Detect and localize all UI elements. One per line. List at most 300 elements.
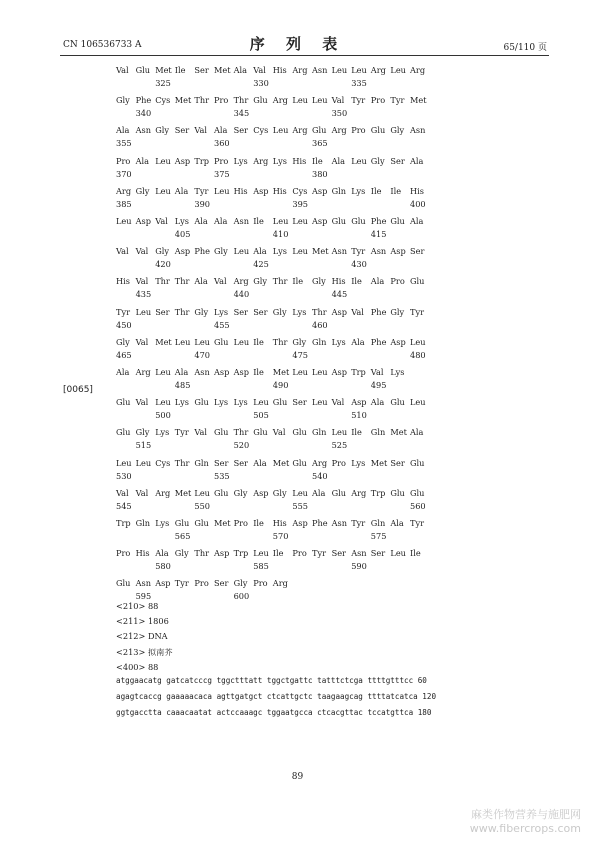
residue: Ile [253, 367, 264, 377]
residue: Ser [233, 306, 248, 317]
residue: Ile [174, 65, 186, 75]
residue: Lys [331, 336, 346, 347]
residue: Ala [135, 155, 150, 166]
patent-number: CN 106536733 A [63, 40, 142, 50]
residue: Glu [410, 457, 425, 468]
residue: Val [272, 427, 286, 438]
position-number: 595 [135, 591, 152, 602]
residue: Leu [312, 397, 328, 408]
residue: Ser [390, 155, 405, 166]
residue: Leu [135, 306, 152, 317]
position-number: 555 [292, 500, 309, 511]
residue: Ser [370, 548, 386, 559]
position-number: 365 [312, 138, 328, 149]
residue: Ala [410, 155, 424, 166]
residue: Asp [174, 155, 191, 166]
position-number: 590 [351, 561, 367, 572]
residue: Gly [390, 306, 405, 317]
residue: Glu [331, 487, 347, 498]
residue: Lys [214, 397, 229, 408]
position-number: 485 [174, 380, 191, 390]
residue: Leu [272, 125, 289, 136]
residue: Lys [155, 518, 170, 528]
residue: Ala [331, 155, 346, 166]
position-number: 450 [116, 319, 132, 330]
residue: Ala [370, 397, 385, 408]
residue: Trp [370, 487, 386, 498]
residue: Leu [312, 95, 328, 106]
residue: Trp [116, 518, 131, 528]
residue: Phe [370, 306, 387, 317]
position-number: 405 [174, 229, 191, 239]
residue: Gly [390, 125, 405, 136]
residue: Leu [292, 95, 308, 106]
residue: Asp [312, 185, 328, 196]
position-number: 455 [214, 319, 230, 330]
residue: Lys [272, 155, 287, 166]
residue: Ile [351, 276, 362, 287]
dna-line: atggaacatg gatcatcccg tggctttatt tggctgattc tatttctcga ttttgtttcc 60 [116, 676, 427, 685]
residue: Pro [351, 125, 366, 136]
residue: Ile [253, 336, 264, 347]
residue: Ala [194, 276, 208, 287]
residue: Ile [292, 276, 304, 287]
residue: Ser [410, 246, 425, 257]
position-number: 350 [331, 108, 348, 119]
residue: Met [272, 367, 290, 377]
residue: Glu [331, 216, 347, 226]
residue: Ala [312, 487, 326, 498]
residue: Val [214, 276, 227, 287]
residue: Val [135, 397, 149, 408]
residue: Cys [155, 457, 171, 468]
residue: Trp [351, 367, 366, 377]
residue: Phe [135, 95, 152, 106]
residue: Asp [135, 216, 151, 226]
residue: Gly [116, 95, 130, 106]
residue: Thr [194, 95, 210, 106]
page-number: 89 [291, 772, 304, 782]
residue: Tyr [351, 518, 366, 528]
residue: Asp [233, 367, 249, 377]
position-number: 520 [233, 440, 250, 451]
residue: Ser [174, 125, 190, 136]
residue: Val [135, 487, 149, 498]
residue: Leu [155, 397, 171, 408]
residue: Thr [312, 306, 327, 317]
position-number: 560 [410, 500, 426, 511]
residue: Lys [292, 306, 307, 317]
residue: Val [116, 65, 129, 75]
position-number: 370 [116, 168, 132, 179]
position-number: 575 [370, 531, 387, 541]
residue: Tyr [351, 246, 366, 257]
residue: Val [370, 367, 384, 377]
position-number: 550 [194, 500, 211, 511]
residue: Gln [135, 518, 151, 528]
position-number: 475 [292, 349, 309, 360]
position-number: 435 [135, 289, 152, 300]
residue: Glu [174, 518, 190, 528]
residue: Glu [390, 487, 405, 498]
residue: Ala [174, 367, 189, 377]
residue: Ala [155, 548, 169, 559]
residue: Tyr [116, 306, 131, 317]
residue: Leu [194, 336, 210, 347]
position-number: 500 [155, 410, 171, 421]
residue: Leu [155, 367, 171, 377]
residue: Leu [253, 397, 269, 408]
position-number: 390 [194, 198, 211, 209]
residue: Asp [390, 246, 406, 257]
residue: Ile [253, 518, 264, 528]
residue: Tyr [351, 95, 366, 106]
residue: Ser [292, 397, 307, 408]
position-number: 430 [351, 259, 367, 270]
residue: Glu [194, 397, 209, 408]
page-title: 序 列 表 [249, 35, 346, 53]
residue: Lys [174, 216, 189, 226]
header-divider [60, 55, 549, 56]
residue: Glu [116, 397, 131, 408]
residue: Asp [214, 548, 230, 559]
residue: Arg [331, 125, 347, 136]
residue: Ile [370, 185, 382, 196]
residue: Gly [214, 246, 228, 257]
residue: Arg [312, 457, 328, 468]
position-number: 525 [331, 440, 348, 451]
residue: Lys [214, 306, 229, 317]
residue: Met [410, 95, 427, 106]
residue: Ala [410, 427, 424, 438]
residue: Ala [370, 276, 385, 287]
residue: Asn [410, 125, 426, 136]
residue: Phe [312, 518, 328, 528]
residue: Pro [390, 276, 405, 287]
residue: Met [312, 246, 329, 257]
position-number: 410 [272, 229, 289, 239]
position-number: 400 [410, 198, 426, 209]
residue: Glu [390, 216, 405, 226]
residue: Glu [253, 427, 268, 438]
residue: Ala [253, 246, 267, 257]
position-number: 545 [116, 500, 132, 511]
residue: Cys [292, 185, 308, 196]
residue: Leu [135, 457, 152, 468]
position-number: 445 [331, 289, 348, 300]
residue: Met [370, 457, 388, 468]
residue: His [135, 548, 150, 559]
residue: Gly [116, 336, 130, 347]
residue: Ser [214, 457, 229, 468]
residue: Arg [253, 155, 269, 166]
residue: Glu [312, 125, 327, 136]
residue: Asp [253, 185, 269, 196]
residue: Asn [331, 246, 347, 257]
residue: Asn [312, 65, 328, 75]
residue: Tyr [174, 427, 189, 438]
position-number: 420 [155, 259, 171, 270]
residue: Gln [312, 427, 327, 438]
residue: Pro [233, 518, 248, 528]
residue: Thr [174, 457, 190, 468]
residue: Pro [214, 155, 229, 166]
residue: Ala [351, 336, 365, 347]
residue: Gly [155, 125, 169, 136]
residue: Asp [331, 367, 347, 377]
residue: Thr [174, 276, 190, 287]
residue: Thr [233, 95, 249, 106]
residue: His [272, 65, 287, 75]
residue: Tyr [174, 578, 189, 589]
residue: Glu [214, 487, 229, 498]
residue: Ala [214, 125, 228, 136]
residue: Asp [174, 246, 191, 257]
position-number: 540 [312, 470, 328, 481]
residue: Ser [390, 457, 405, 468]
residue: Ile [390, 185, 402, 196]
residue: His [272, 518, 287, 528]
residue: Arg [116, 185, 132, 196]
residue: Asn [194, 367, 210, 377]
position-number: 395 [292, 198, 309, 209]
position-number: 515 [135, 440, 152, 451]
residue: Ile [253, 216, 264, 226]
residue: His [116, 276, 130, 287]
residue: Met [174, 95, 192, 106]
residue: Leu [292, 367, 308, 377]
residue: Leu [351, 65, 367, 75]
residue: Leu [233, 246, 250, 257]
residue: Arg [272, 578, 288, 589]
residue: Met [155, 336, 172, 347]
residue: Glu [116, 427, 131, 438]
position-number: 415 [370, 229, 387, 239]
residue: Leu [410, 397, 426, 408]
residue: Leu [312, 367, 328, 377]
residue: Ser [253, 306, 268, 317]
residue: Glu [410, 276, 425, 287]
residue: His [233, 185, 248, 196]
residue: Ser [233, 125, 248, 136]
residue: Tyr [312, 548, 327, 559]
residue: Arg [233, 276, 249, 287]
residue: Ile [312, 155, 323, 166]
residue: Arg [370, 65, 386, 75]
position-number: 490 [272, 380, 289, 390]
residue: Tyr [410, 306, 425, 317]
residue: Thr [233, 427, 249, 438]
residue: Asp [214, 367, 230, 377]
position-number: 360 [214, 138, 230, 149]
residue: Asp [331, 306, 347, 317]
residue: Phe [370, 336, 387, 347]
residue: Ala [174, 185, 189, 196]
residue: Phe [370, 216, 387, 226]
position-number: 375 [214, 168, 230, 179]
residue: Gly [253, 276, 267, 287]
residue: Thr [272, 336, 288, 347]
residue: Gly [155, 246, 169, 257]
residue: Ile [351, 427, 362, 438]
residue: Asn [351, 548, 367, 559]
residue: Lys [233, 155, 248, 166]
residue: Lys [390, 367, 405, 377]
watermark [470, 808, 581, 836]
position-number: 510 [351, 410, 367, 421]
residue: Glu [214, 427, 229, 438]
residue: His [410, 185, 424, 196]
metadata-line: <210> 88 [116, 601, 159, 611]
residue: Met [214, 518, 231, 528]
residue: Leu [331, 427, 348, 438]
residue: Cys [155, 95, 171, 106]
residue: Asp [390, 336, 406, 347]
residue: Leu [155, 185, 171, 196]
residue: Gly [194, 306, 209, 317]
paragraph-label: [0065] [63, 385, 93, 395]
residue: Asp [155, 578, 171, 589]
residue: Thr [174, 306, 190, 317]
residue: Val [194, 427, 208, 438]
residue: Met [272, 457, 290, 468]
position-number: 480 [410, 349, 426, 360]
residue: Arg [135, 367, 151, 377]
residue: Ala [253, 457, 267, 468]
residue: Ser [194, 65, 209, 75]
residue: Leu [116, 216, 132, 226]
residue: Val [135, 336, 149, 347]
position-number: 535 [214, 470, 230, 481]
residue: Arg [292, 65, 308, 75]
residue: Leu [292, 487, 308, 498]
residue: Val [116, 487, 129, 498]
residue: Gly [233, 578, 248, 589]
residue: Val [331, 95, 345, 106]
residue: Glu [214, 336, 229, 347]
residue: Lys [155, 427, 170, 438]
residue: His [272, 185, 287, 196]
residue: Met [214, 65, 231, 75]
residue: Leu [292, 216, 308, 226]
residue: Glu [292, 427, 307, 438]
residue: Asp [292, 518, 308, 528]
page-of-count: 65/110 页 [503, 43, 547, 53]
residue: Leu [390, 65, 406, 75]
residue: Gln [331, 185, 347, 196]
residue: Lys [272, 246, 287, 257]
watermark-line: www.fibercrops.com [469, 822, 581, 835]
residue: Pro [116, 155, 131, 166]
residue: Leu [292, 246, 308, 257]
residue: Ala [116, 125, 130, 136]
residue: Pro [331, 457, 346, 468]
position-number: 440 [233, 289, 250, 300]
residue: Pro [253, 578, 268, 589]
residue: Val [331, 397, 345, 408]
position-number: 380 [312, 168, 328, 179]
residue: Leu [155, 155, 171, 166]
residue: Arg [155, 487, 171, 498]
residue: Leu [331, 65, 348, 75]
residue: Trp [233, 548, 249, 559]
residue: Ala [116, 367, 130, 377]
residue: Arg [410, 65, 426, 75]
residue: Gly [174, 548, 189, 559]
residue: Ser [155, 306, 170, 317]
residue: Asn [370, 246, 387, 257]
residue: Thr [155, 276, 170, 287]
residue: Glu [135, 65, 151, 75]
position-number: 585 [253, 561, 269, 572]
residue: Tyr [194, 185, 209, 196]
position-number: 330 [253, 78, 269, 88]
residue: Asn [331, 518, 347, 528]
residue: Lys [351, 457, 366, 468]
position-number: 565 [174, 531, 191, 541]
residue: Ala [410, 216, 424, 226]
residue: Met [390, 427, 407, 438]
metadata-line: <211> 1806 [116, 616, 169, 627]
residue: Pro [292, 548, 307, 559]
residue: Glu [390, 397, 405, 408]
residue: Met [174, 487, 192, 498]
residue: Lys [233, 397, 248, 408]
residue: Glu [370, 125, 386, 136]
residue: Asn [135, 125, 151, 136]
residue: Arg [272, 95, 288, 106]
residue: Glu [194, 518, 209, 528]
residue: Ala [194, 216, 208, 226]
residue: Tyr [410, 518, 425, 528]
residue: Asp [351, 397, 367, 408]
residue: Ala [214, 216, 228, 226]
residue: Gly [135, 185, 150, 196]
residue: His [331, 276, 346, 287]
residue: Gly [370, 155, 385, 166]
position-number: 470 [194, 349, 211, 360]
position-number: 325 [155, 78, 171, 88]
residue: Phe [194, 246, 211, 257]
residue: Glu [292, 457, 307, 468]
position-number: 495 [370, 380, 387, 390]
residue: Gln [370, 518, 386, 528]
dna-line: ggtgacctta caaacaatat actccaaagc tggaatgcca ctcacgttac tccatgttca 180 [116, 707, 432, 717]
residue: Glu [272, 397, 288, 408]
residue: Gly [135, 427, 150, 438]
residue: Leu [351, 155, 367, 166]
residue: Cys [253, 125, 269, 136]
position-number: 385 [116, 198, 132, 209]
position-number: 345 [233, 108, 250, 119]
position-number: 600 [233, 591, 250, 602]
residue: Asp [312, 216, 328, 226]
position-number: 505 [253, 410, 269, 421]
metadata-line: <212> DNA [116, 631, 168, 642]
residue: Gln [370, 427, 386, 438]
residue: Pro [116, 548, 131, 559]
residue: Ala [233, 65, 248, 75]
position-number: 530 [116, 470, 132, 481]
residue: Arg [292, 125, 308, 136]
position-number: 425 [253, 259, 269, 270]
residue: Val [351, 306, 364, 317]
residue: Gly [233, 487, 248, 498]
residue: Val [135, 276, 149, 287]
residue: Leu [194, 487, 210, 498]
residue: Leu [116, 457, 132, 468]
residue: Glu [116, 578, 131, 589]
